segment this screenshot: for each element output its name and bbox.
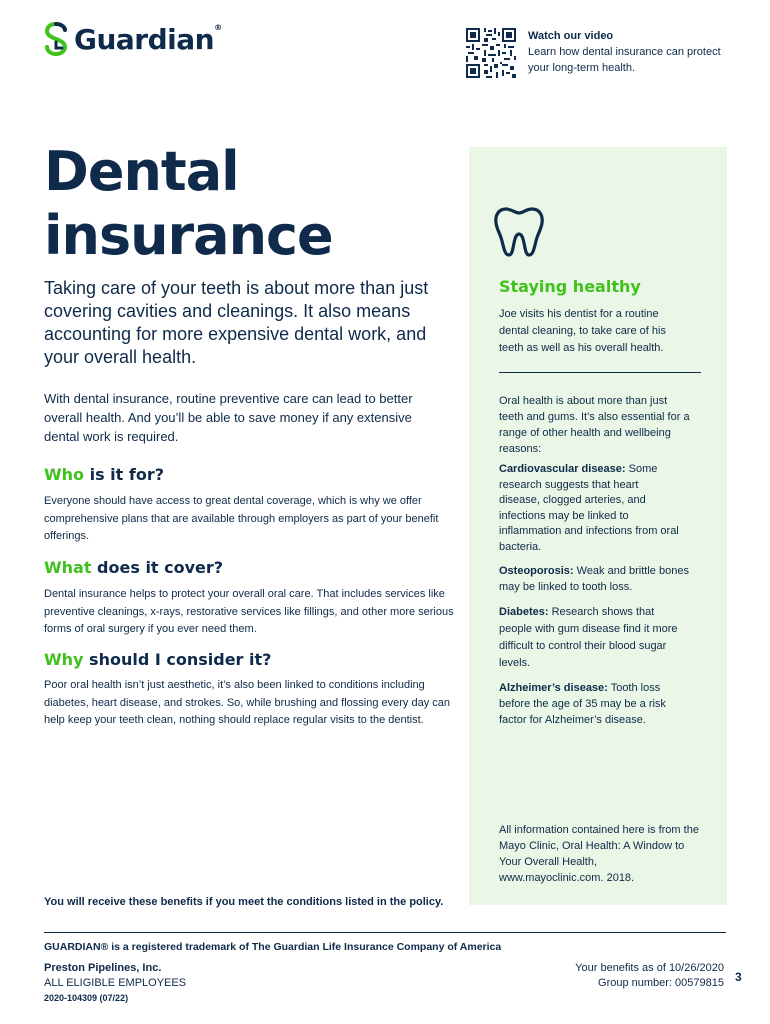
sidebar-divider: [499, 372, 701, 373]
video-callout: [528, 28, 728, 76]
guardian-logo: [44, 22, 222, 56]
why-paragraph: Poor oral health isn’t just aesthetic, it’s also been linked to conditions including diabetes, heart disease, and strokes. So, while brushing and flossing every day can help keep your teeth clean, nothing should replace regular visits to the dentist.: [44, 679, 451, 726]
sidebar-item-osteoporosis: Osteoporosis: Weak and brittle bones may be linked to tooth loss.: [499, 565, 689, 593]
what-paragraph: Dental insurance helps to protect your overall oral care. That includes services like preventive cleanings, x-rays, restorative services like fillings, and other more serious forms of oral surgery if you ever need them.: [44, 588, 454, 635]
sidebar-heading: Staying healthy: [499, 277, 641, 296]
sidebar-item-diabetes: Diabetes: Research shows that people with gum disease find it more difficult to control their blood sugar levels.: [499, 606, 678, 669]
brand-name: Guardian®: [74, 22, 222, 56]
sidebar-item-alzheimers: Alzheimer’s disease: Tooth loss before the age of 35 may be a risk factor for Alzheimer’s disease.: [499, 682, 666, 726]
lead-paragraph: Taking care of your teeth is about more than just covering cavities and cleanings. It also means accounting for more expensive dental work, and your overall health.: [44, 278, 429, 367]
tooth-icon: [492, 203, 546, 259]
form-number: 2020-104309 (07/22): [44, 993, 129, 1003]
video-title: Watch our video: [528, 30, 614, 42]
sidebar-source: All information contained here is from the Mayo Clinic, Oral Health: A Window to Your Overall Health, www.mayoclinic.com. 2018.: [499, 824, 699, 884]
page-number: 3: [735, 970, 742, 984]
qr-code-icon[interactable]: [466, 28, 516, 78]
benefits-date: Your benefits as of 10/26/2020: [575, 962, 724, 974]
sidebar-story: Joe visits his dentist for a routine dental cleaning, to take care of his teeth as well as his overall health.: [499, 308, 666, 354]
page-title: Dental insurance: [44, 140, 333, 267]
policy-note: You will receive these benefits if you meet the conditions listed in the policy.: [44, 896, 444, 908]
why-heading: Why should I consider it?: [44, 650, 272, 669]
who-paragraph: Everyone should have access to great dental coverage, which is why we offer comprehensive plans that are available through employers as part of your benefit offerings.: [44, 495, 439, 542]
company-name: Preston Pipelines, Inc.: [44, 962, 162, 974]
trademark-notice: GUARDIAN® is a registered trademark of The Guardian Life Insurance Company of America: [44, 941, 502, 953]
footer-divider: [44, 932, 726, 933]
who-heading: Who is it for?: [44, 465, 165, 484]
guardian-logo-icon: [44, 22, 68, 56]
group-number: Group number: 00579815: [598, 977, 724, 989]
intro-paragraph: With dental insurance, routine preventive care can lead to better overall health. And you’ll be able to save money if any extensive dental work is required.: [44, 391, 413, 444]
sidebar-item-cardiovascular: Cardiovascular disease: Some research suggests that heart disease, clogged arteries, and infections may be linked to inflammation and infections from oral bacteria.: [499, 463, 679, 553]
video-description: Learn how dental insurance can protect your long-term health.: [528, 46, 721, 74]
what-heading: What does it cover?: [44, 558, 224, 577]
eligibility-label: ALL ELIGIBLE EMPLOYEES: [44, 977, 187, 989]
sidebar-intro: Oral health is about more than just teeth and gums. It’s also essential for a range of other health and wellbeing reasons:: [499, 395, 690, 455]
